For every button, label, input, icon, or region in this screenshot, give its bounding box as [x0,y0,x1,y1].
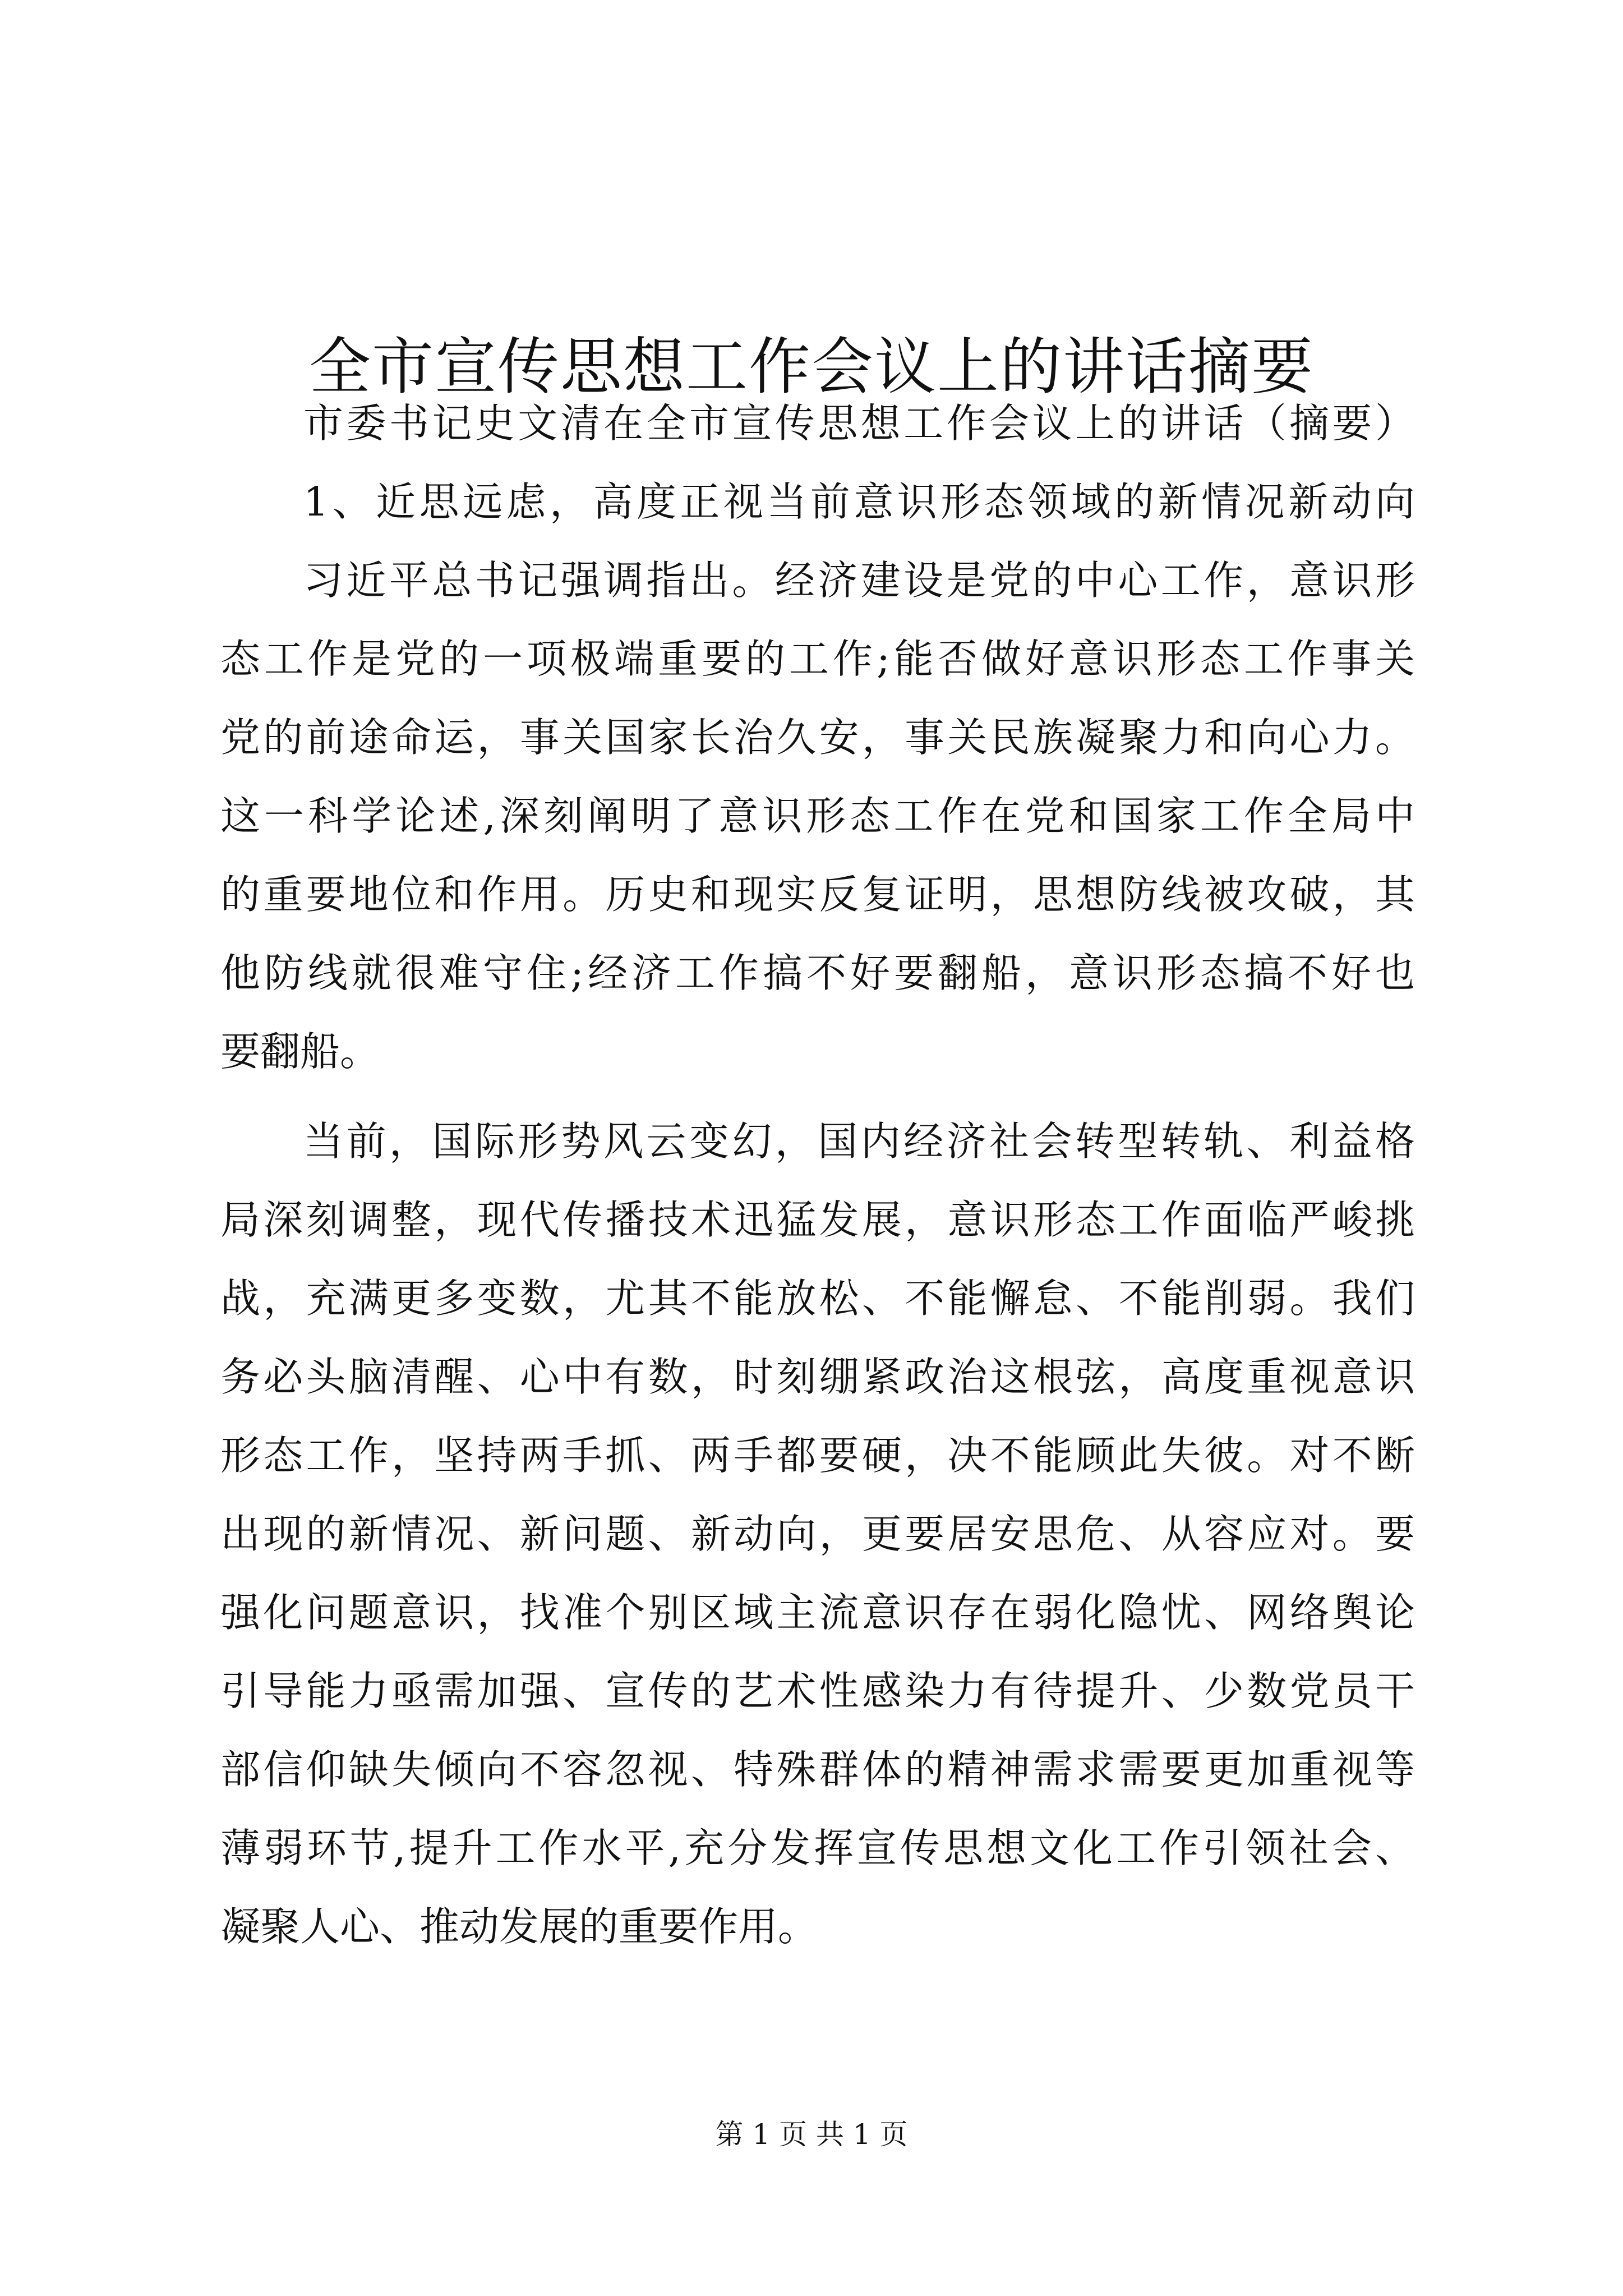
paragraph-line: 出现的新情况、新问题、新动向，更要居安思危、从容应对。要 [220,1511,1415,1557]
paragraph-line: 引导能力亟需加强、宣传的艺术性感染力有待提升、少数党员干 [220,1668,1415,1714]
paragraph-line: 态工作是党的一项极端重要的工作;能否做好意识形态工作事关 [220,636,1415,682]
paragraph-line: 党的前途命运，事关国家长治久安，事关民族凝聚力和向心力。 [220,714,1415,761]
paragraph-line: 局深刻调整，现代传播技术迅猛发展，意识形态工作面临严峻挑 [220,1197,1415,1243]
document-title: 全市宣传思想工作会议上的讲话摘要 [309,330,1314,403]
paragraph-line: 的重要地位和作用。历史和现实反复证明，思想防线被攻破，其 [220,871,1415,918]
paragraph-line: 要翻船。 [220,1028,380,1075]
section-heading: 1、近思远虑，高度正视当前意识形态领域的新情况新动向 [303,478,1415,525]
paragraph-line: 习近平总书记强调指出。经济建设是党的中心工作，意识形 [303,557,1415,604]
paragraph-line: 他防线就很难守住;经济工作搞不好要翻船，意识形态搞不好也 [220,950,1415,996]
paragraph-line: 凝聚人心、推动发展的重要作用。 [220,1903,818,1950]
paragraph-line: 薄弱环节,提升工作水平,充分发挥宣传思想文化工作引领社会、 [220,1825,1415,1871]
subtitle-line: 市委书记史文清在全市宣传思想工作会议上的讲话（摘要） [303,400,1415,447]
paragraph-line: 务必头脑清醒、心中有数，时刻绷紧政治这根弦，高度重视意识 [220,1354,1415,1400]
page-footer: 第 1 页 共 1 页 [715,2118,908,2151]
paragraph-line: 部信仰缺失倾向不容忽视、特殊群体的精神需求需要更加重视等 [220,1746,1415,1793]
paragraph-line: 当前，国际形势风云变幻，国内经济社会转型转轨、利益格 [303,1118,1415,1165]
paragraph-line: 战，充满更多变数，尤其不能放松、不能懈怠、不能削弱。我们 [220,1275,1415,1322]
paragraph-line: 强化问题意识，找准个别区域主流意识存在弱化隐忧、网络舆论 [220,1589,1415,1636]
paragraph-line: 这一科学论述,深刻阐明了意识形态工作在党和国家工作全局中 [220,793,1415,839]
paragraph-line: 形态工作，坚持两手抓、两手都要硬，决不能顾此失彼。对不断 [220,1432,1415,1479]
